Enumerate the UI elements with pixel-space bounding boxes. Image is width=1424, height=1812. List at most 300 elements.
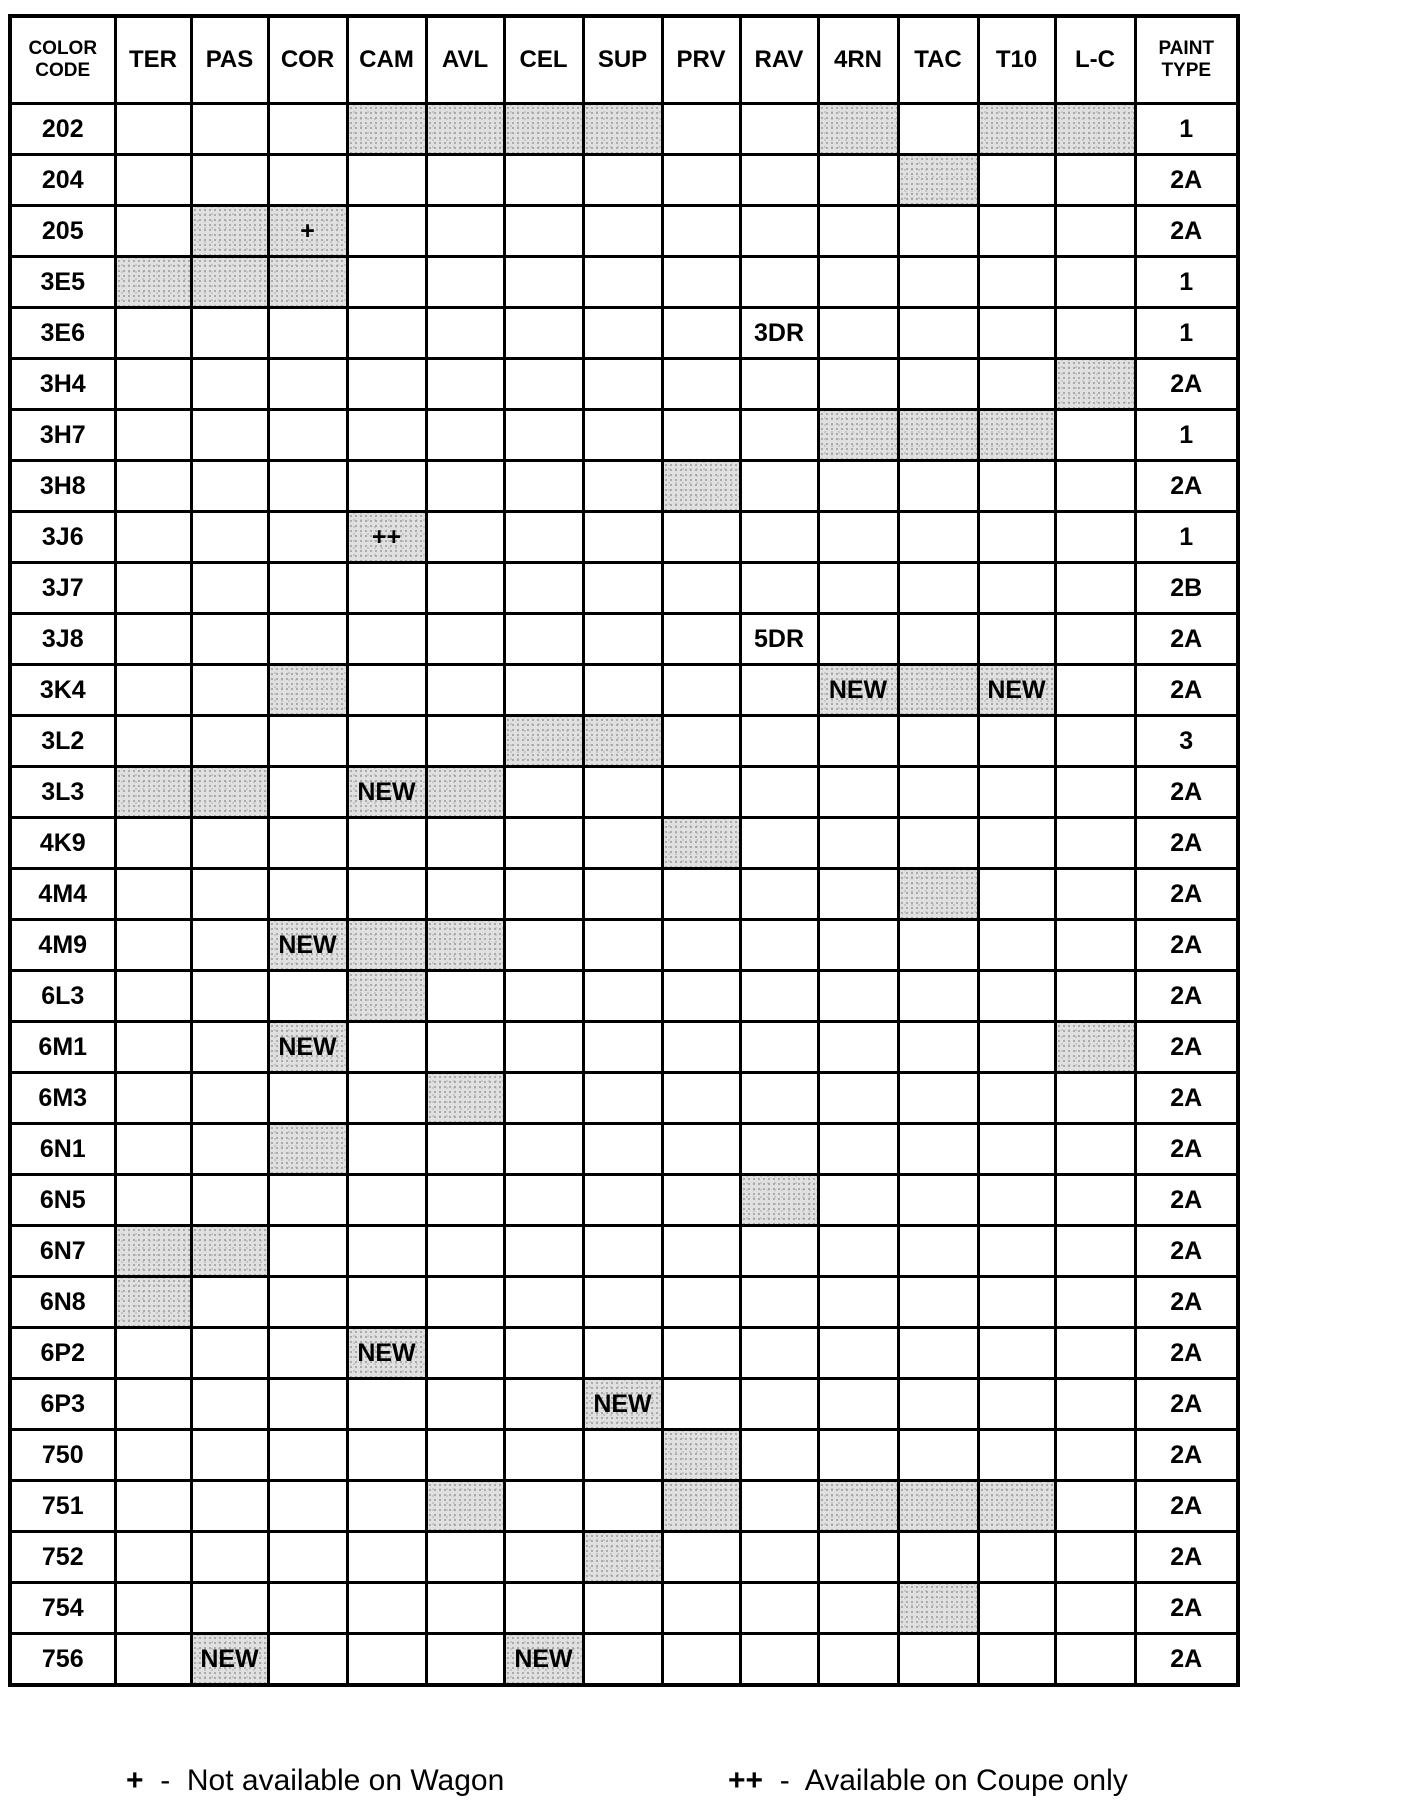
model-cell-tac (898, 1277, 978, 1328)
model-cell-prv (662, 665, 740, 716)
model-cell-cam (347, 1481, 426, 1532)
model-cell-avl (426, 257, 504, 308)
header-color-code: COLOR CODE (10, 16, 115, 104)
model-cell-pas (191, 206, 268, 257)
table-row (10, 1481, 1238, 1532)
model-cell-4rn (818, 1022, 898, 1073)
table-row (10, 1022, 1238, 1073)
color-code-cell: 202 (10, 104, 115, 155)
table-row (10, 1277, 1238, 1328)
model-cell-cel (504, 1532, 583, 1583)
model-cell-cel (504, 971, 583, 1022)
table-row (10, 1226, 1238, 1277)
model-cell-tac (898, 1124, 978, 1175)
model-cell-prv (662, 818, 740, 869)
model-cell-avl (426, 1022, 504, 1073)
model-cell-prv (662, 920, 740, 971)
model-cell-pas (191, 308, 268, 359)
model-cell-tac (898, 1328, 978, 1379)
model-cell-t10 (978, 1175, 1055, 1226)
model-cell-sup (583, 971, 662, 1022)
model-cell-4rn: NEW (818, 665, 898, 716)
model-cell-cor: + (268, 206, 347, 257)
model-cell-pas (191, 665, 268, 716)
model-cell-prv (662, 257, 740, 308)
model-cell-cor (268, 512, 347, 563)
model-cell-prv (662, 1022, 740, 1073)
footnote-text: - Available on Coupe only (779, 1764, 1128, 1797)
model-cell-cam (347, 1379, 426, 1430)
model-cell-pas (191, 1277, 268, 1328)
model-cell-cel (504, 1175, 583, 1226)
model-cell-sup (583, 1124, 662, 1175)
paint-type-cell: 1 (1135, 410, 1238, 461)
paint-type-cell: 1 (1135, 257, 1238, 308)
model-cell-l-c (1055, 971, 1135, 1022)
model-cell-l-c (1055, 1022, 1135, 1073)
model-cell-rav (740, 869, 818, 920)
model-cell-4rn (818, 461, 898, 512)
model-cell-pas (191, 461, 268, 512)
table-row (10, 920, 1238, 971)
model-cell-cam (347, 1073, 426, 1124)
model-cell-rav (740, 1430, 818, 1481)
model-cell-cel (504, 1583, 583, 1634)
model-cell-sup (583, 104, 662, 155)
color-code-cell: 3J7 (10, 563, 115, 614)
model-cell-sup (583, 614, 662, 665)
color-code-cell: 4M4 (10, 869, 115, 920)
model-cell-ter (115, 1634, 191, 1686)
model-cell-4rn (818, 869, 898, 920)
model-cell-ter (115, 1430, 191, 1481)
footnote-coupe (728, 1766, 1128, 1796)
model-cell-avl (426, 665, 504, 716)
model-cell-ter (115, 1124, 191, 1175)
model-cell-tac (898, 359, 978, 410)
model-cell-l-c (1055, 1481, 1135, 1532)
header-tac: TAC (898, 16, 978, 104)
model-cell-sup (583, 1022, 662, 1073)
model-cell-ter (115, 563, 191, 614)
model-cell-4rn (818, 767, 898, 818)
model-cell-l-c (1055, 155, 1135, 206)
table-row (10, 155, 1238, 206)
model-cell-ter (115, 410, 191, 461)
paint-type-cell: 2A (1135, 1379, 1238, 1430)
color-code-cell: 752 (10, 1532, 115, 1583)
model-cell-pas (191, 614, 268, 665)
model-cell-cam (347, 257, 426, 308)
header-cel: CEL (504, 16, 583, 104)
model-cell-tac (898, 257, 978, 308)
model-cell-4rn (818, 206, 898, 257)
model-cell-tac (898, 308, 978, 359)
color-code-cell: 6M1 (10, 1022, 115, 1073)
model-cell-sup (583, 1175, 662, 1226)
model-cell-sup (583, 818, 662, 869)
model-cell-sup (583, 257, 662, 308)
model-cell-prv (662, 563, 740, 614)
table-row (10, 1124, 1238, 1175)
model-cell-rav (740, 1481, 818, 1532)
model-cell-cel (504, 206, 583, 257)
model-cell-4rn (818, 1532, 898, 1583)
model-cell-prv (662, 614, 740, 665)
model-cell-cel (504, 818, 583, 869)
model-cell-prv (662, 1226, 740, 1277)
model-cell-cor (268, 716, 347, 767)
paint-type-cell: 2A (1135, 461, 1238, 512)
model-cell-sup (583, 206, 662, 257)
table-row (10, 512, 1238, 563)
model-cell-cor (268, 818, 347, 869)
model-cell-rav (740, 1022, 818, 1073)
model-cell-ter (115, 1175, 191, 1226)
model-cell-l-c (1055, 359, 1135, 410)
model-cell-avl (426, 1481, 504, 1532)
paint-type-cell: 2A (1135, 1226, 1238, 1277)
model-cell-4rn (818, 308, 898, 359)
model-cell-rav (740, 767, 818, 818)
model-cell-avl (426, 1073, 504, 1124)
model-cell-avl (426, 869, 504, 920)
model-cell-cam (347, 308, 426, 359)
model-cell-cor (268, 1634, 347, 1686)
model-cell-tac (898, 1022, 978, 1073)
model-cell-sup (583, 563, 662, 614)
model-cell-t10 (978, 359, 1055, 410)
color-code-cell: 6L3 (10, 971, 115, 1022)
color-code-cell: 6N7 (10, 1226, 115, 1277)
model-cell-cor (268, 461, 347, 512)
model-cell-cam (347, 1226, 426, 1277)
model-cell-4rn (818, 1634, 898, 1686)
model-cell-t10 (978, 1226, 1055, 1277)
model-cell-pas (191, 1379, 268, 1430)
model-cell-t10 (978, 971, 1055, 1022)
model-cell-ter (115, 665, 191, 716)
model-cell-cor (268, 1124, 347, 1175)
footnotes (0, 1766, 1424, 1806)
footnote-symbol: + (126, 1764, 144, 1797)
model-cell-4rn (818, 716, 898, 767)
model-cell-tac (898, 1175, 978, 1226)
model-cell-sup (583, 308, 662, 359)
table-row (10, 614, 1238, 665)
model-cell-cor (268, 155, 347, 206)
model-cell-t10 (978, 1277, 1055, 1328)
model-cell-4rn (818, 359, 898, 410)
header-avl: AVL (426, 16, 504, 104)
model-cell-sup (583, 1277, 662, 1328)
model-cell-prv (662, 155, 740, 206)
footnote-symbol: ++ (728, 1764, 764, 1797)
table-row (10, 971, 1238, 1022)
color-code-cell: 4M9 (10, 920, 115, 971)
model-cell-rav (740, 359, 818, 410)
model-cell-l-c (1055, 1073, 1135, 1124)
paint-type-cell: 2A (1135, 767, 1238, 818)
paint-type-cell: 2A (1135, 1430, 1238, 1481)
model-cell-t10 (978, 767, 1055, 818)
model-cell-prv (662, 1124, 740, 1175)
model-cell-avl (426, 461, 504, 512)
paint-type-cell: 2A (1135, 1634, 1238, 1686)
model-cell-sup (583, 1328, 662, 1379)
color-code-cell: 6N5 (10, 1175, 115, 1226)
model-cell-ter (115, 359, 191, 410)
model-cell-cel (504, 512, 583, 563)
model-cell-l-c (1055, 1175, 1135, 1226)
model-cell-ter (115, 869, 191, 920)
model-cell-cam (347, 206, 426, 257)
color-code-cell: 3J8 (10, 614, 115, 665)
color-code-cell: 3J6 (10, 512, 115, 563)
model-cell-l-c (1055, 869, 1135, 920)
model-cell-avl (426, 716, 504, 767)
model-cell-ter (115, 461, 191, 512)
color-code-cell: 205 (10, 206, 115, 257)
model-cell-prv (662, 359, 740, 410)
model-cell-cor (268, 1583, 347, 1634)
model-cell-sup (583, 1073, 662, 1124)
model-cell-prv (662, 308, 740, 359)
color-code-cell: 204 (10, 155, 115, 206)
header-pas: PAS (191, 16, 268, 104)
model-cell-prv (662, 410, 740, 461)
header-sup: SUP (583, 16, 662, 104)
table-row (10, 1634, 1238, 1686)
paint-type-cell: 2A (1135, 665, 1238, 716)
model-cell-l-c (1055, 1328, 1135, 1379)
model-cell-avl (426, 1634, 504, 1686)
model-cell-cam (347, 818, 426, 869)
model-cell-prv (662, 1481, 740, 1532)
model-cell-l-c (1055, 1583, 1135, 1634)
model-cell-tac (898, 665, 978, 716)
model-cell-ter (115, 206, 191, 257)
model-cell-rav (740, 461, 818, 512)
table-row (10, 1430, 1238, 1481)
model-cell-pas (191, 563, 268, 614)
model-cell-4rn (818, 614, 898, 665)
model-cell-t10 (978, 1022, 1055, 1073)
model-cell-cel (504, 1022, 583, 1073)
model-cell-prv (662, 1073, 740, 1124)
model-cell-pas (191, 1124, 268, 1175)
model-cell-cor (268, 359, 347, 410)
color-code-cell: 750 (10, 1430, 115, 1481)
model-cell-l-c (1055, 818, 1135, 869)
color-code-cell: 6P2 (10, 1328, 115, 1379)
model-cell-cel (504, 767, 583, 818)
model-cell-rav (740, 971, 818, 1022)
header-l-c: L-C (1055, 16, 1135, 104)
model-cell-t10 (978, 1634, 1055, 1686)
model-cell-l-c (1055, 1430, 1135, 1481)
model-cell-cor (268, 563, 347, 614)
paint-type-cell: 2A (1135, 206, 1238, 257)
model-cell-cor (268, 665, 347, 716)
model-cell-prv (662, 461, 740, 512)
model-cell-rav (740, 1634, 818, 1686)
model-cell-sup (583, 461, 662, 512)
paint-type-cell: 2A (1135, 920, 1238, 971)
model-cell-cel (504, 869, 583, 920)
model-cell-ter (115, 1583, 191, 1634)
paint-type-cell: 2A (1135, 869, 1238, 920)
model-cell-cam (347, 1022, 426, 1073)
model-cell-ter (115, 1226, 191, 1277)
model-cell-cor (268, 410, 347, 461)
model-cell-t10 (978, 614, 1055, 665)
table-row (10, 767, 1238, 818)
model-cell-pas (191, 869, 268, 920)
model-cell-avl (426, 1583, 504, 1634)
model-cell-tac (898, 1481, 978, 1532)
model-cell-cor (268, 308, 347, 359)
model-cell-tac (898, 563, 978, 614)
model-cell-cor (268, 767, 347, 818)
table-row (10, 818, 1238, 869)
model-cell-cel (504, 257, 583, 308)
model-cell-cel (504, 1277, 583, 1328)
table-row (10, 869, 1238, 920)
model-cell-rav (740, 1532, 818, 1583)
model-cell-sup (583, 920, 662, 971)
model-cell-cam (347, 971, 426, 1022)
model-cell-4rn (818, 1124, 898, 1175)
model-cell-4rn (818, 1073, 898, 1124)
model-cell-prv (662, 104, 740, 155)
model-cell-ter (115, 155, 191, 206)
model-cell-cam (347, 665, 426, 716)
model-cell-cel (504, 920, 583, 971)
model-cell-4rn (818, 104, 898, 155)
model-cell-t10 (978, 869, 1055, 920)
model-cell-prv (662, 767, 740, 818)
model-cell-cor (268, 971, 347, 1022)
model-cell-t10 (978, 461, 1055, 512)
model-cell-pas (191, 359, 268, 410)
model-cell-prv (662, 1430, 740, 1481)
model-cell-pas (191, 1430, 268, 1481)
model-cell-cor (268, 1481, 347, 1532)
model-cell-cel (504, 461, 583, 512)
model-cell-cel (504, 716, 583, 767)
model-cell-cel (504, 614, 583, 665)
model-cell-tac (898, 818, 978, 869)
model-cell-pas (191, 818, 268, 869)
model-cell-4rn (818, 410, 898, 461)
model-cell-t10 (978, 257, 1055, 308)
model-cell-cor (268, 1430, 347, 1481)
model-cell-cam (347, 1532, 426, 1583)
model-cell-prv (662, 716, 740, 767)
model-cell-avl (426, 1532, 504, 1583)
model-cell-cam (347, 461, 426, 512)
model-cell-tac (898, 155, 978, 206)
model-cell-4rn (818, 155, 898, 206)
model-cell-t10 (978, 104, 1055, 155)
model-cell-cam (347, 716, 426, 767)
model-cell-pas (191, 1022, 268, 1073)
model-cell-4rn (818, 920, 898, 971)
model-cell-l-c (1055, 410, 1135, 461)
model-cell-cam (347, 1634, 426, 1686)
paint-type-cell: 2A (1135, 1124, 1238, 1175)
table-row (10, 1175, 1238, 1226)
model-cell-sup (583, 1226, 662, 1277)
model-cell-prv (662, 1328, 740, 1379)
model-cell-cel (504, 359, 583, 410)
model-cell-cor (268, 1226, 347, 1277)
model-cell-sup (583, 767, 662, 818)
model-cell-pas (191, 1481, 268, 1532)
model-cell-ter (115, 1277, 191, 1328)
model-cell-avl (426, 971, 504, 1022)
model-cell-prv (662, 1583, 740, 1634)
model-cell-prv (662, 206, 740, 257)
model-cell-t10 (978, 1481, 1055, 1532)
model-cell-4rn (818, 1379, 898, 1430)
model-cell-cor (268, 1073, 347, 1124)
paint-type-cell: 2A (1135, 1328, 1238, 1379)
model-cell-tac (898, 512, 978, 563)
model-cell-prv (662, 971, 740, 1022)
model-cell-ter (115, 716, 191, 767)
model-cell-pas (191, 716, 268, 767)
model-cell-prv (662, 1277, 740, 1328)
model-cell-tac (898, 1379, 978, 1430)
table-row (10, 1073, 1238, 1124)
model-cell-pas (191, 1328, 268, 1379)
model-cell-pas (191, 257, 268, 308)
model-cell-l-c (1055, 767, 1135, 818)
model-cell-l-c (1055, 257, 1135, 308)
model-cell-avl (426, 104, 504, 155)
model-cell-sup (583, 869, 662, 920)
model-cell-rav (740, 155, 818, 206)
model-cell-cel (504, 104, 583, 155)
model-cell-4rn (818, 512, 898, 563)
model-cell-t10 (978, 512, 1055, 563)
model-cell-avl (426, 512, 504, 563)
model-cell-pas (191, 155, 268, 206)
model-cell-sup (583, 359, 662, 410)
color-code-cell: 754 (10, 1583, 115, 1634)
color-code-cell: 6N1 (10, 1124, 115, 1175)
model-cell-prv (662, 1634, 740, 1686)
color-code-cell: 3K4 (10, 665, 115, 716)
color-code-cell: 3E5 (10, 257, 115, 308)
model-cell-prv (662, 1175, 740, 1226)
model-cell-cor: NEW (268, 1022, 347, 1073)
model-cell-ter (115, 1379, 191, 1430)
paint-type-cell: 1 (1135, 512, 1238, 563)
color-code-cell: 756 (10, 1634, 115, 1686)
model-cell-cam: ++ (347, 512, 426, 563)
paint-type-cell: 2A (1135, 1277, 1238, 1328)
color-code-cell: 6N8 (10, 1277, 115, 1328)
model-cell-tac (898, 1583, 978, 1634)
model-cell-ter (115, 614, 191, 665)
model-cell-cel (504, 1073, 583, 1124)
model-cell-cam (347, 563, 426, 614)
model-cell-cor (268, 1379, 347, 1430)
model-cell-l-c (1055, 614, 1135, 665)
